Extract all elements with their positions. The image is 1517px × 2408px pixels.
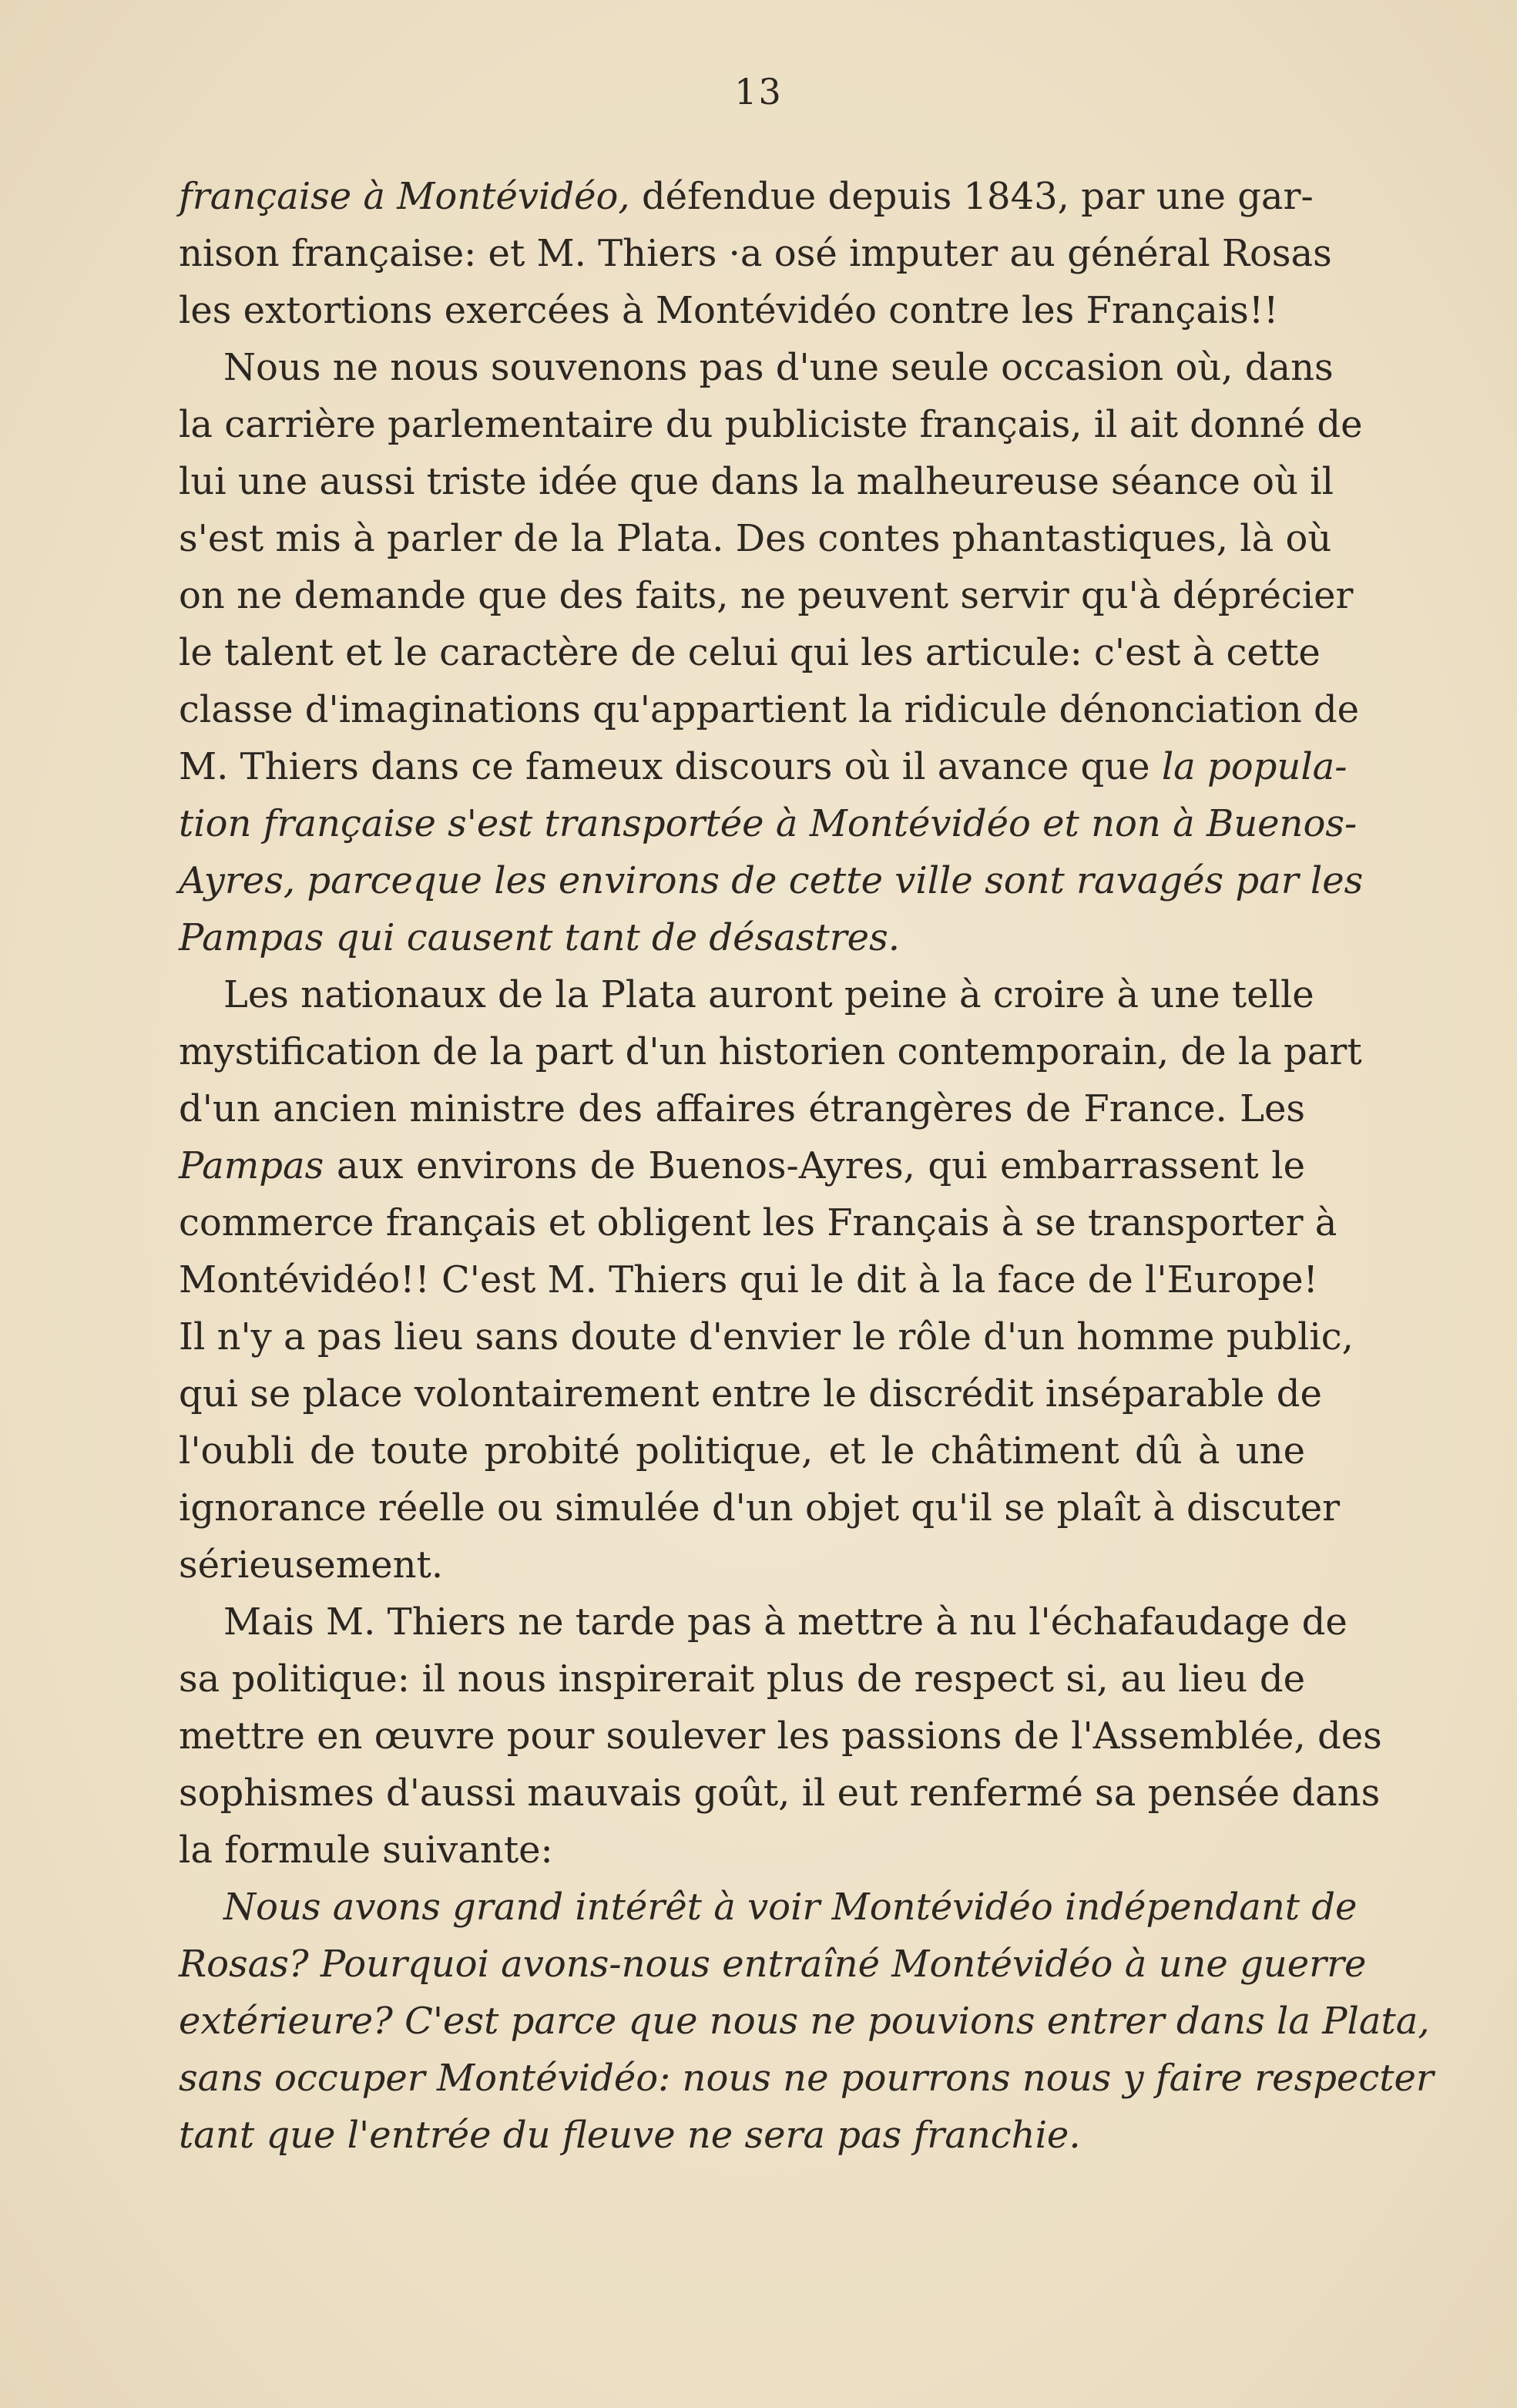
text-line <box>179 168 1314 225</box>
text-line <box>179 852 1364 909</box>
text-run: lui une aussi triste idée que dans la malheureuse séance où il <box>179 460 1334 503</box>
text-run: Il n'y a pas lieu sans doute d'envier le rôle d'un homme public, <box>179 1315 1354 1358</box>
italic-text: Pampas <box>179 1144 324 1187</box>
text-run: Montévidéo!! C'est M. Thiers qui le dit à la face de l'Europe! <box>179 1258 1318 1301</box>
text-run: aux environs de Buenos-Ayres, qui embarrassent le <box>324 1144 1305 1187</box>
text-line <box>179 1765 1381 1822</box>
text-run: nison française: et M. Thiers ·a osé imputer au général Rosas <box>179 232 1332 275</box>
text-line <box>179 2050 1434 2107</box>
text-line <box>179 567 1354 624</box>
text-line <box>179 1422 1305 1479</box>
text-run: classe d'imaginations qu'appartient la ridicule dénonciation de <box>179 688 1360 731</box>
text-line <box>179 1651 1305 1708</box>
text-line <box>179 1080 1305 1137</box>
text-run: l'oubli de toute probité politique, et le châtiment dû à une <box>179 1429 1305 1473</box>
text-line <box>179 1308 1354 1365</box>
text-run: mettre en œuvre pour soulever les passions de l'Assemblée, des <box>179 1714 1382 1758</box>
text-line <box>179 1137 1305 1194</box>
text-run: Nous ne nous souvenons pas d'une seule occasion où, dans <box>223 346 1334 389</box>
text-run: la formule suivante: <box>179 1829 553 1872</box>
text-line <box>179 1023 1362 1080</box>
text-run: les extortions exercées à Montévidéo contre les Français!! <box>179 289 1279 332</box>
text-run: commerce français et obligent les Français à se transporter à <box>179 1201 1337 1244</box>
text-line <box>179 909 1305 966</box>
text-line <box>179 738 1348 795</box>
text-run: Les nationaux de la Plata auront peine à croire à une telle <box>223 973 1314 1016</box>
text-run: sérieusement. <box>179 1543 444 1587</box>
text-run: on ne demande que des faits, ne peuvent servir qu'à déprécier <box>179 574 1354 617</box>
text-line <box>179 795 1358 852</box>
italic-text: tant que l'entrée du fleuve ne sera pas franchie. <box>179 2114 1081 2157</box>
italic-text: sans occuper Montévidéo: nous ne pourrons nous y faire respecter <box>179 2057 1434 2100</box>
text-run: s'est mis à parler de la Plata. Des contes phantastiques, là où <box>179 517 1332 560</box>
text-line <box>179 1708 1382 1765</box>
text-run: sophismes d'aussi mauvais goût, il eut renfermé sa pensée dans <box>179 1772 1381 1815</box>
text-run: la carrière parlementaire du publiciste français, il ait donné de <box>179 403 1363 446</box>
text-line <box>179 1479 1341 1536</box>
text-line <box>179 624 1321 681</box>
text-line <box>179 1594 1348 1651</box>
page-number: 13 <box>734 71 783 113</box>
text-line <box>179 396 1363 453</box>
italic-text: française à Montévidéo, <box>179 175 630 218</box>
text-line <box>179 966 1314 1023</box>
text-run: sa politique: il nous inspirerait plus de respect si, au lieu de <box>179 1657 1305 1701</box>
text-run: défendue depuis 1843, par une gar- <box>629 175 1314 218</box>
text-line <box>179 1251 1318 1308</box>
italic-text: Nous avons grand intérêt à voir Montévidéo indépendant de <box>223 1886 1358 1929</box>
text-line <box>179 339 1334 396</box>
text-run: M. Thiers dans ce fameux discours où il avance que <box>179 745 1162 788</box>
text-line <box>179 1822 1305 1879</box>
text-line <box>179 681 1360 738</box>
italic-text: la popula- <box>1161 745 1348 788</box>
text-run: mystification de la part d'un historien contemporain, de la part <box>179 1030 1362 1073</box>
text-run: Mais M. Thiers ne tarde pas à mettre à nu l'échafaudage de <box>223 1600 1348 1644</box>
text-line <box>179 282 1305 339</box>
text-run: d'un ancien ministre des affaires étrangères de France. Les <box>179 1087 1305 1130</box>
text-line <box>179 1936 1367 1993</box>
text-line <box>179 1993 1430 2050</box>
italic-text: tion française s'est transportée à Montévidéo et non à Buenos- <box>179 802 1358 845</box>
text-line <box>179 453 1334 510</box>
text-run: qui se place volontairement entre le discrédit inséparable de <box>179 1372 1322 1416</box>
italic-text: Rosas? Pourquoi avons-nous entraîné Montévidéo à une guerre <box>179 1943 1367 1986</box>
text-run: le talent et le caractère de celui qui les articule: c'est à cette <box>179 631 1321 674</box>
body-text <box>179 168 1434 2164</box>
text-line <box>179 510 1332 567</box>
text-line <box>179 225 1332 282</box>
italic-text: Pampas qui causent tant de désastres. <box>179 916 900 959</box>
italic-text: extérieure? C'est parce que nous ne pouvions entrer dans la Plata, <box>179 2000 1430 2043</box>
text-line <box>179 2107 1305 2164</box>
text-run: ignorance réelle ou simulée d'un objet qu'il se plaît à discuter <box>179 1486 1341 1530</box>
italic-text: Ayres, parceque les environs de cette ville sont ravagés par les <box>179 859 1364 902</box>
text-line <box>179 1536 1305 1594</box>
text-line <box>179 1879 1358 1936</box>
text-line <box>179 1194 1337 1251</box>
text-line <box>179 1365 1322 1422</box>
